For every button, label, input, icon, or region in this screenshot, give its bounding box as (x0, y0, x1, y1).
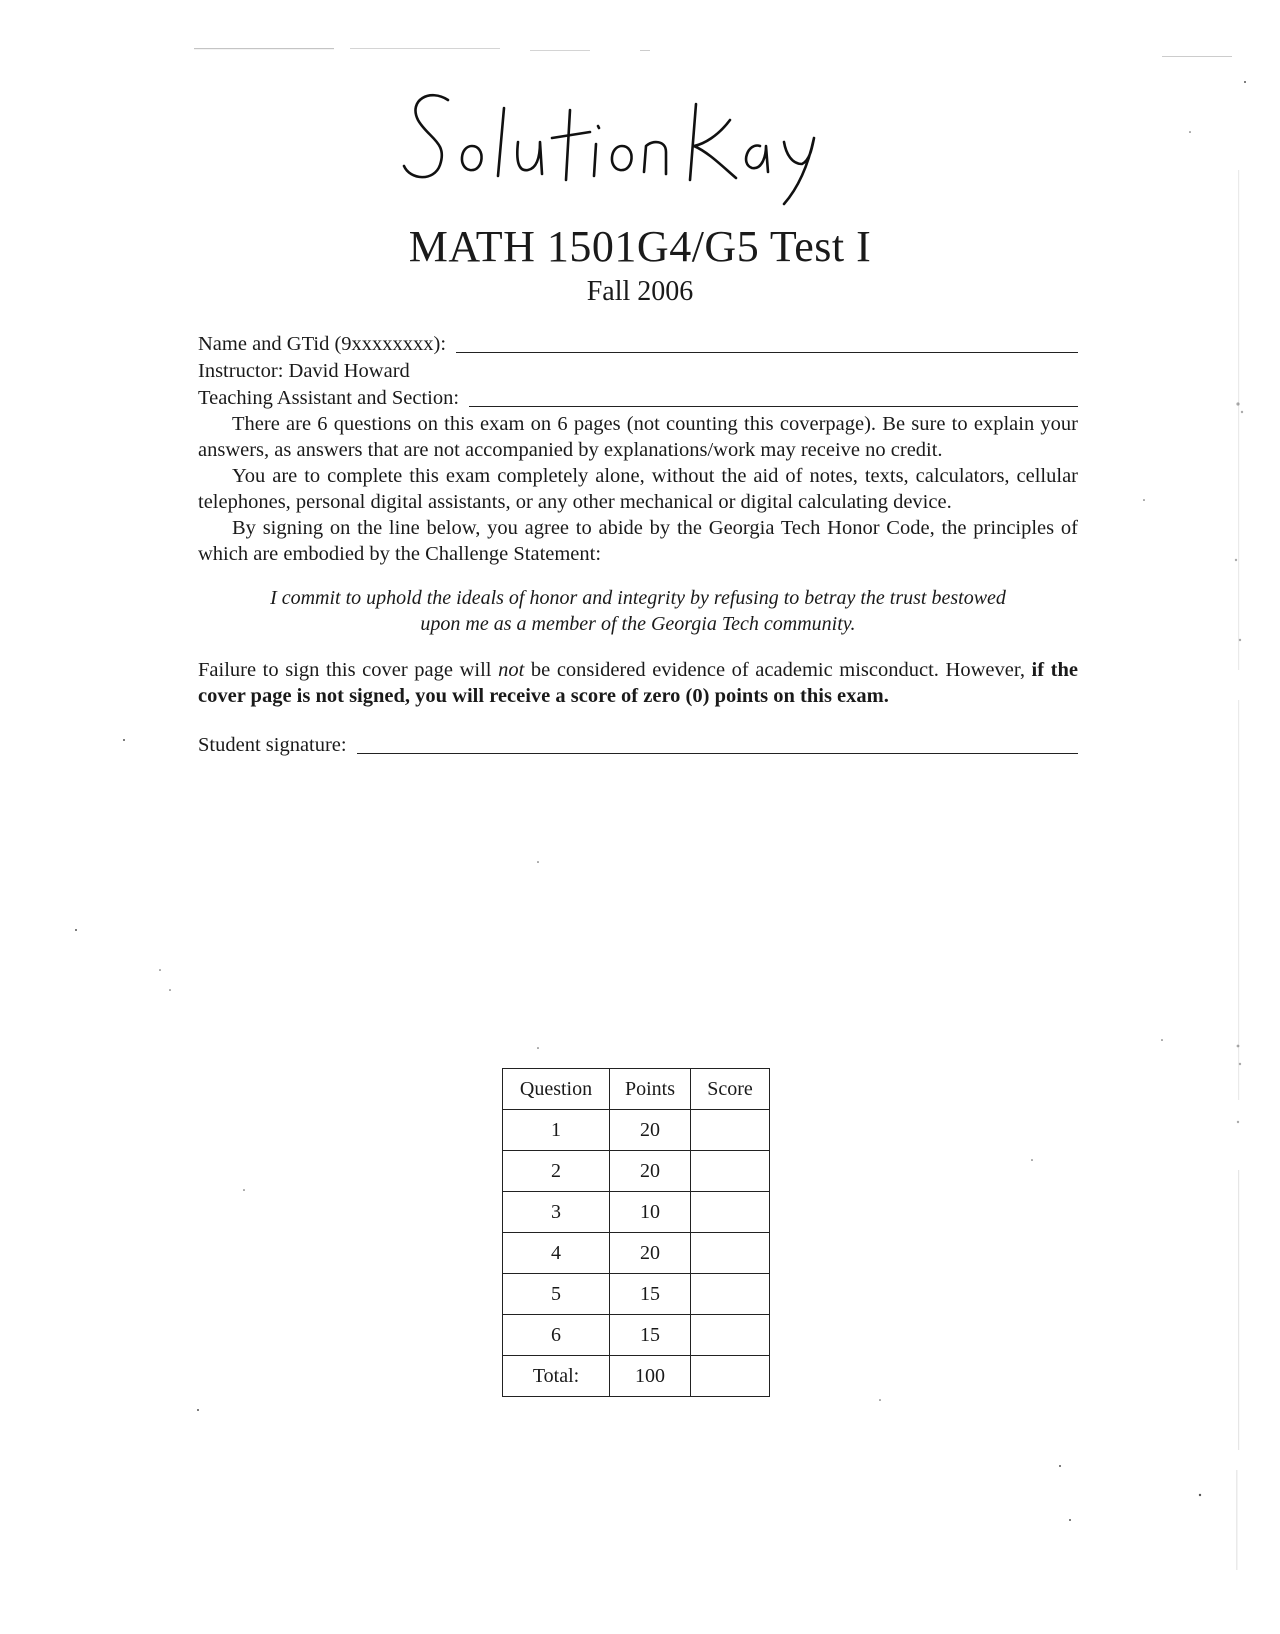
question-score[interactable] (691, 1192, 770, 1233)
ta-section-label: Teaching Assistant and Section: (198, 387, 460, 409)
warning-text-1: Failure to sign this cover page will (198, 659, 499, 681)
cover-body (198, 330, 1078, 758)
ta-section-line[interactable] (469, 406, 1078, 407)
question-score[interactable] (691, 1274, 770, 1315)
question-number: 4 (503, 1233, 610, 1274)
header-points: Points (610, 1069, 691, 1110)
warning-emphasis: not (498, 659, 525, 681)
ta-section-field[interactable] (198, 384, 1078, 411)
question-number: 5 (503, 1274, 610, 1315)
honor-code-paragraph: By signing on the line below, you agree to abide by the Georgia Tech Honor Code, the principles of which are embodied by the Challenge Statement: (198, 517, 1078, 565)
total-label: Total: (503, 1356, 610, 1397)
table-row (503, 1315, 770, 1356)
question-points: 10 (610, 1192, 691, 1233)
name-gtid-field[interactable] (198, 330, 1078, 357)
question-score[interactable] (691, 1233, 770, 1274)
table-row (503, 1233, 770, 1274)
table-row (503, 1274, 770, 1315)
student-signature-field[interactable] (198, 731, 1078, 758)
warning-text-2: be considered evidence of academic misconduct. However, (524, 659, 1032, 681)
student-signature-line[interactable] (357, 753, 1078, 754)
question-number: 2 (503, 1151, 610, 1192)
challenge-statement-line-2: upon me as a member of the Georgia Tech community. (420, 613, 856, 635)
score-table (502, 1068, 770, 1397)
table-row (503, 1192, 770, 1233)
student-signature-label: Student signature: (198, 734, 347, 756)
question-points: 20 (610, 1151, 691, 1192)
instructor-label: Instructor: David Howard (198, 360, 410, 382)
warning-bold: if the cover page is not signed, you will receive a score of zero (0) points on this exam. (198, 659, 1078, 707)
name-gtid-label: Name and GTid (9xxxxxxxx): (198, 333, 447, 355)
table-row (503, 1151, 770, 1192)
total-score[interactable] (691, 1356, 770, 1397)
header-question: Question (503, 1069, 610, 1110)
question-points: 20 (610, 1110, 691, 1151)
question-number: 6 (503, 1315, 610, 1356)
total-points: 100 (610, 1356, 691, 1397)
table-row (503, 1110, 770, 1151)
question-score[interactable] (691, 1315, 770, 1356)
question-points: 15 (610, 1274, 691, 1315)
question-score[interactable] (691, 1110, 770, 1151)
exam-term: Fall 2006 (586, 276, 694, 307)
score-table-header (503, 1069, 770, 1110)
exam-title: MATH 1501G4/G5 Test I (408, 222, 872, 271)
signature-warning (198, 657, 1078, 709)
instructor-row (198, 357, 1078, 384)
total-row (503, 1356, 770, 1397)
question-number: 3 (503, 1192, 610, 1233)
question-number: 1 (503, 1110, 610, 1151)
header-score: Score (691, 1069, 770, 1110)
handwritten-solution-key (400, 80, 860, 210)
question-score[interactable] (691, 1151, 770, 1192)
challenge-statement (198, 585, 1078, 637)
question-points: 20 (610, 1233, 691, 1274)
instructions-paragraph: There are 6 questions on this exam on 6 pages (not counting this coverpage). Be sure to explain your answers, as answers that are not accompanied by explanations/work may receive no credit. (198, 413, 1078, 461)
aid-policy-paragraph: You are to complete this exam completely alone, without the aid of notes, texts, calculators, cellular telephones, personal digital assistants, or any other mechanical or digital calculating device. (198, 465, 1078, 513)
question-points: 15 (610, 1315, 691, 1356)
challenge-statement-line-1: I commit to uphold the ideals of honor and integrity by refusing to betray the trust bestowed (270, 587, 1006, 609)
name-gtid-line[interactable] (456, 352, 1078, 353)
